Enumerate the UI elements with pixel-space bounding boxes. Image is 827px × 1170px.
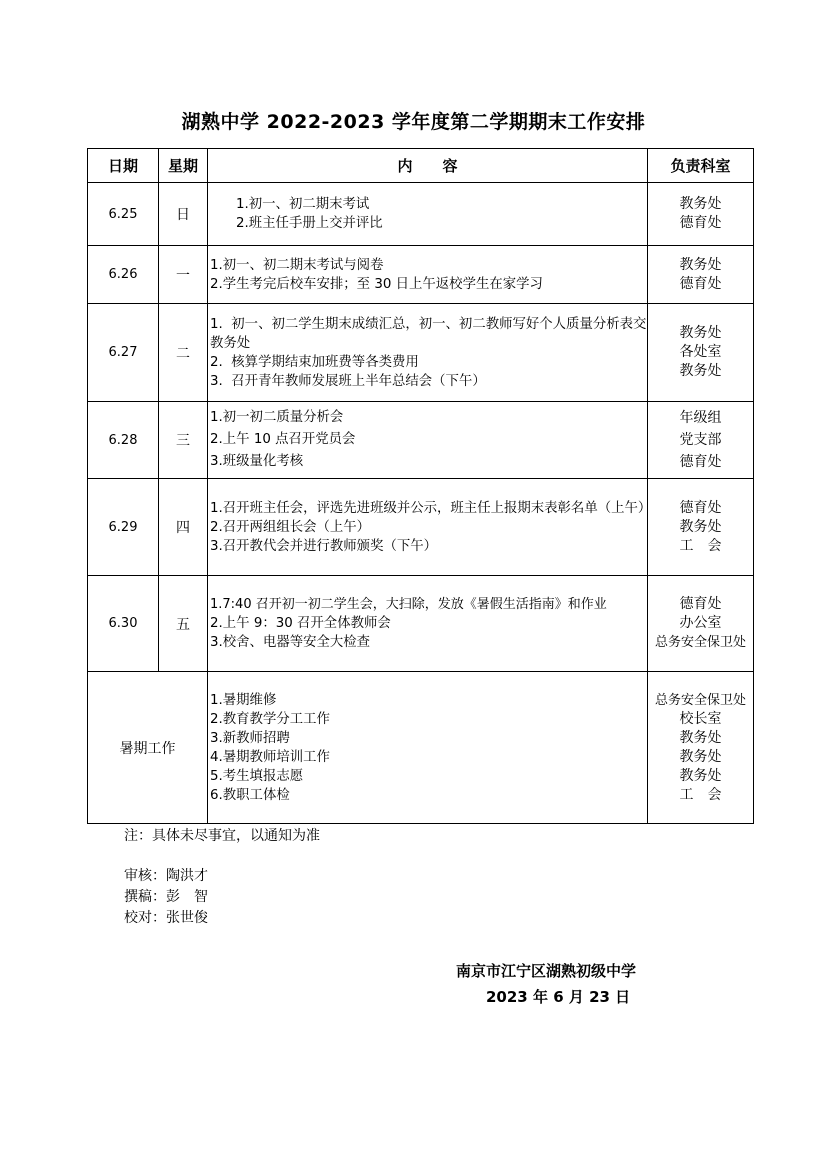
table-row [88,183,754,246]
row-dept [648,402,754,479]
header-weekday: 星期 [159,149,208,183]
row-content [208,304,648,402]
schedule-table [87,148,754,824]
row-weekday: 二 [159,304,208,402]
row-date: 6.29 [88,479,159,576]
row-content [208,576,648,672]
dept-item: 德育处 [679,454,722,470]
content-item: 5.考生填报志愿 [210,768,304,784]
dept-item: 总务安全保卫处 [654,692,746,708]
dept-item: 各处室 [679,344,722,360]
dept-item: 年级组 [679,410,722,426]
content-item: 1. 初一、初二学生期末成绩汇总，初一、初二教师写好个人质量分析表交教务处 [210,316,647,351]
signature-org: 南京市江宁区湖熟初级中学 [456,962,637,980]
signature-date: 2023 年 6 月 23 日 [486,988,631,1006]
table-row [88,304,754,402]
content-item: 2.教育教学分工工作 [210,711,330,727]
dept-item: 党支部 [679,432,722,448]
summer-label: 暑期工作 [88,672,208,824]
row-content [208,402,648,479]
review-block [124,866,208,929]
dept-item: 教务处 [679,767,722,784]
dept-item: 总务安全保卫处 [654,635,746,650]
row-content [208,479,652,576]
dept-item: 校长室 [679,710,722,727]
dept-item: 工 会 [679,537,722,554]
content-item: 2. 核算学期结束加班费等各类费用 [210,354,419,370]
dept-item: 教务处 [679,196,722,212]
content-item: 2.召开两组组长会（上午） [210,519,371,535]
header-content: 内 容 [208,149,648,183]
summer-dept [648,672,754,824]
writer-text: 撰稿：彭 智 [124,889,208,905]
content-item: 3.召开教代会并进行教师颁奖（下午） [210,538,438,554]
dept-item: 教务处 [679,518,722,535]
dept-item: 德育处 [679,499,722,516]
row-weekday: 五 [159,576,208,672]
dept-item: 德育处 [679,275,722,292]
row-weekday: 四 [159,479,208,576]
row-date: 6.26 [88,246,159,304]
row-content [208,246,648,304]
row-dept [648,183,754,246]
content-item: 3.班级量化考核 [210,454,304,469]
row-date: 6.25 [88,183,159,246]
content-item: 2.班主任手册上交并评比 [236,216,383,231]
content-item: 2.上午 10 点召开党员会 [210,432,356,447]
dept-item: 办公室 [679,615,722,631]
note-text: 注：具体未尽事宜，以通知为准 [124,828,320,844]
table-row [88,576,754,672]
row-weekday: 日 [159,183,208,246]
content-item: 2.上午 9：30 召开全体教师会 [210,616,391,631]
page-title: 湖熟中学 2022-2023 学年度第二学期期末工作安排 [181,111,646,133]
dept-item: 教务处 [679,325,722,341]
reviewer-text: 审核：陶洪才 [124,868,208,884]
dept-item: 德育处 [679,215,722,231]
dept-item: 教务处 [679,748,722,765]
content-item: 3. 召开青年教师发展班上半年总结会（下午） [210,373,486,389]
dept-item: 德育处 [679,596,722,612]
row-date: 6.27 [88,304,159,402]
table-row [88,479,754,576]
content-item: 1.7:40 召开初一初二学生会，大扫除，发放《暑假生活指南》和作业 [210,597,607,612]
row-date: 6.28 [88,402,159,479]
content-item: 3.新教师招聘 [210,730,290,746]
dept-item: 教务处 [679,256,722,273]
dept-item: 工 会 [679,786,722,803]
row-dept [648,246,754,304]
content-item: 3.校舍、电器等安全大检查 [210,635,371,650]
content-item: 6.教职工体检 [210,787,290,803]
table-header-row [88,149,754,183]
table-row [88,402,754,479]
row-weekday: 三 [159,402,208,479]
row-weekday: 一 [159,246,208,304]
row-dept [648,479,754,576]
content-item: 1.召开班主任会，评选先进班级并公示，班主任上报期末表彰名单（上午） [210,500,652,516]
content-item: 1.初一、初二期末考试与阅卷 [210,257,384,273]
header-dept: 负责科室 [648,149,754,183]
content-item: 4.暑期教师培训工作 [210,749,330,765]
row-dept [648,576,754,672]
row-dept [648,304,754,402]
proofreader-text: 校对：张世俊 [124,910,208,926]
dept-item: 教务处 [679,729,722,746]
row-content [208,183,648,246]
header-date: 日期 [88,149,159,183]
summer-content [208,672,648,824]
table-row [88,246,754,304]
content-item: 1.暑期维修 [210,692,277,708]
table-row-summer [88,672,754,824]
content-item: 2.学生考完后校车安排；至 30 日上午返校学生在家学习 [210,276,543,292]
content-item: 1.初一、初二期末考试 [236,197,370,212]
dept-item: 教务处 [679,363,722,379]
row-date: 6.30 [88,576,159,672]
content-item: 1.初一初二质量分析会 [210,410,344,425]
